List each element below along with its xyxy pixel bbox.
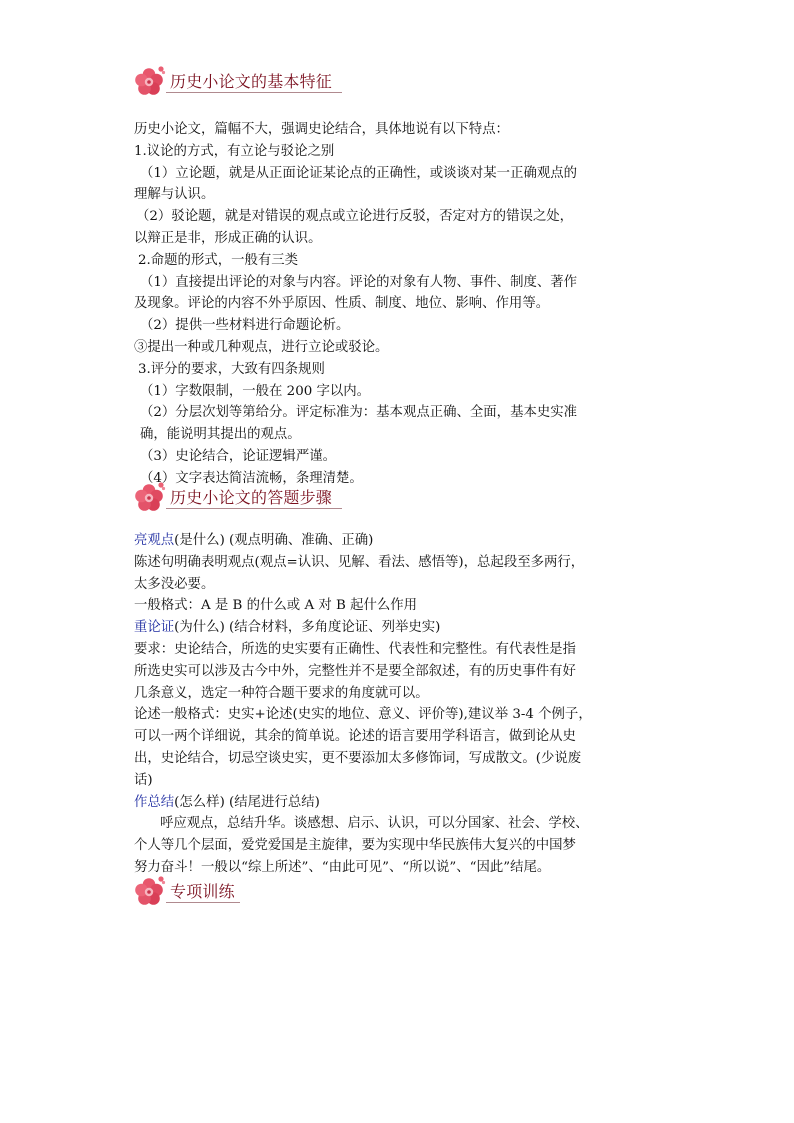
heading-underline: [166, 508, 342, 509]
paragraph-line: 所选史实可以涉及古今中外，完整性并不是要全部叙述，有的历史事件有好: [134, 663, 576, 679]
flower-icon: [132, 875, 166, 909]
paragraph-line: 陈述句明确表明观点(观点=认识、见解、看法、感悟等)，总起段至多两行，: [134, 554, 585, 570]
flower-icon: [132, 65, 166, 99]
heading-underline: [166, 92, 342, 93]
paragraph-line: 努力奋斗！一般以“综上所述”、“由此可见”、“所以说”、“因此”结尾。: [134, 859, 551, 875]
paragraph-line: （1）字数限制，一般在 200 字以内。: [140, 383, 371, 399]
step-heading-rest: (是什么) (观点明确、准确、正确): [174, 533, 374, 548]
paragraph-line: ③提出一种或几种观点，进行立论或驳论。: [134, 339, 389, 355]
paragraph-line: 历史小论文，篇幅不大，强调史论结合，具体地说有以下特点：: [134, 122, 509, 137]
paragraph-line: （1）直接提出评论的对象与内容。评论的对象有人物、事件、制度、著作: [140, 274, 578, 290]
paragraph-line: 1.议论的方式，有立论与驳论之别: [134, 143, 335, 159]
section1-body: [134, 119, 670, 490]
flower-icon: [132, 481, 166, 515]
paragraph-line: 出，史论结合，切忌空谈史实，更不要添加太多修饰词，写成散文。(少说废: [134, 750, 582, 766]
paragraph-line: （2）驳论题，就是对错误的观点或立论进行反驳，否定对方的错误之处，: [136, 209, 574, 225]
heading-underline: [166, 902, 240, 903]
paragraph-line: 可以一两个详细说，其余的简单说。论述的语言要用学科语言，做到论从史: [134, 729, 576, 745]
paragraph-line: 理解与认识。: [134, 187, 215, 203]
paragraph-line: 呼应观点，总结升华。谈感想、启示、认识，可以分国家、社会、学校、: [160, 816, 589, 832]
step-heading: [134, 792, 670, 814]
section2-body: [134, 530, 670, 879]
paragraph-line: （4）文字表达简洁流畅，条理清楚。: [140, 470, 363, 486]
paragraph-line: 一般格式：A 是 B 的什么或 A 对 B 起什么作用: [134, 598, 418, 614]
paragraph-line: （2）提供一些材料进行命题论析。: [140, 318, 350, 334]
paragraph-line: （2）分层次划等第给分。评定标准为：基本观点正确、全面，基本史实准: [140, 405, 578, 421]
paragraph-line: 及现象。评论的内容不外乎原因、性质、制度、地位、影响、作用等。: [134, 296, 550, 312]
step-heading: [134, 530, 670, 552]
paragraph-line: 确，能说明其提出的观点。: [140, 427, 301, 443]
step-label: 作总结: [134, 794, 175, 810]
paragraph-line: （3）史论结合，论证逻辑严谨。: [140, 448, 336, 464]
paragraph-line: 要求：史论结合，所选的史实要有正确性、代表性和完整性。有代表性是指: [134, 641, 576, 657]
paragraph-line: 话): [134, 772, 153, 788]
paragraph-line: 个人等几个层面，爱党爱国是主旋律，要为实现中华民族伟大复兴的中国梦: [134, 838, 576, 854]
section-heading-text: 历史小论文的答题步骤: [170, 488, 333, 507]
section-heading-text: 历史小论文的基本特征: [170, 72, 333, 91]
paragraph-line: 论述一般格式：史实+论述(史实的地位、意义、评价等),建议举 3-4 个例子，: [134, 707, 592, 723]
paragraph-line: 几条意义，选定一种符合题干要求的角度就可以。: [134, 685, 429, 701]
paragraph-line: （1）立论题，就是从正面论证某论点的正确性，或谈谈对某一正确观点的: [140, 165, 578, 181]
step-heading-rest: (为什么) (结合材料，多角度论证、列举史实): [174, 620, 441, 636]
step-heading-rest: (怎么样) (结尾进行总结): [174, 794, 320, 810]
step-heading: [134, 617, 670, 639]
step-label: 亮观点: [134, 533, 175, 548]
section-heading-text: 专项训练: [170, 882, 235, 901]
paragraph-line: 3.评分的要求，大致有四条规则: [138, 361, 325, 377]
paragraph-line: 太多没必要。: [134, 576, 215, 592]
paragraph-line: 2.命题的形式，一般有三类: [138, 252, 299, 268]
step-label: 重论证: [134, 620, 175, 636]
paragraph-line: 以辩正是非，形成正确的认识。: [134, 230, 322, 246]
